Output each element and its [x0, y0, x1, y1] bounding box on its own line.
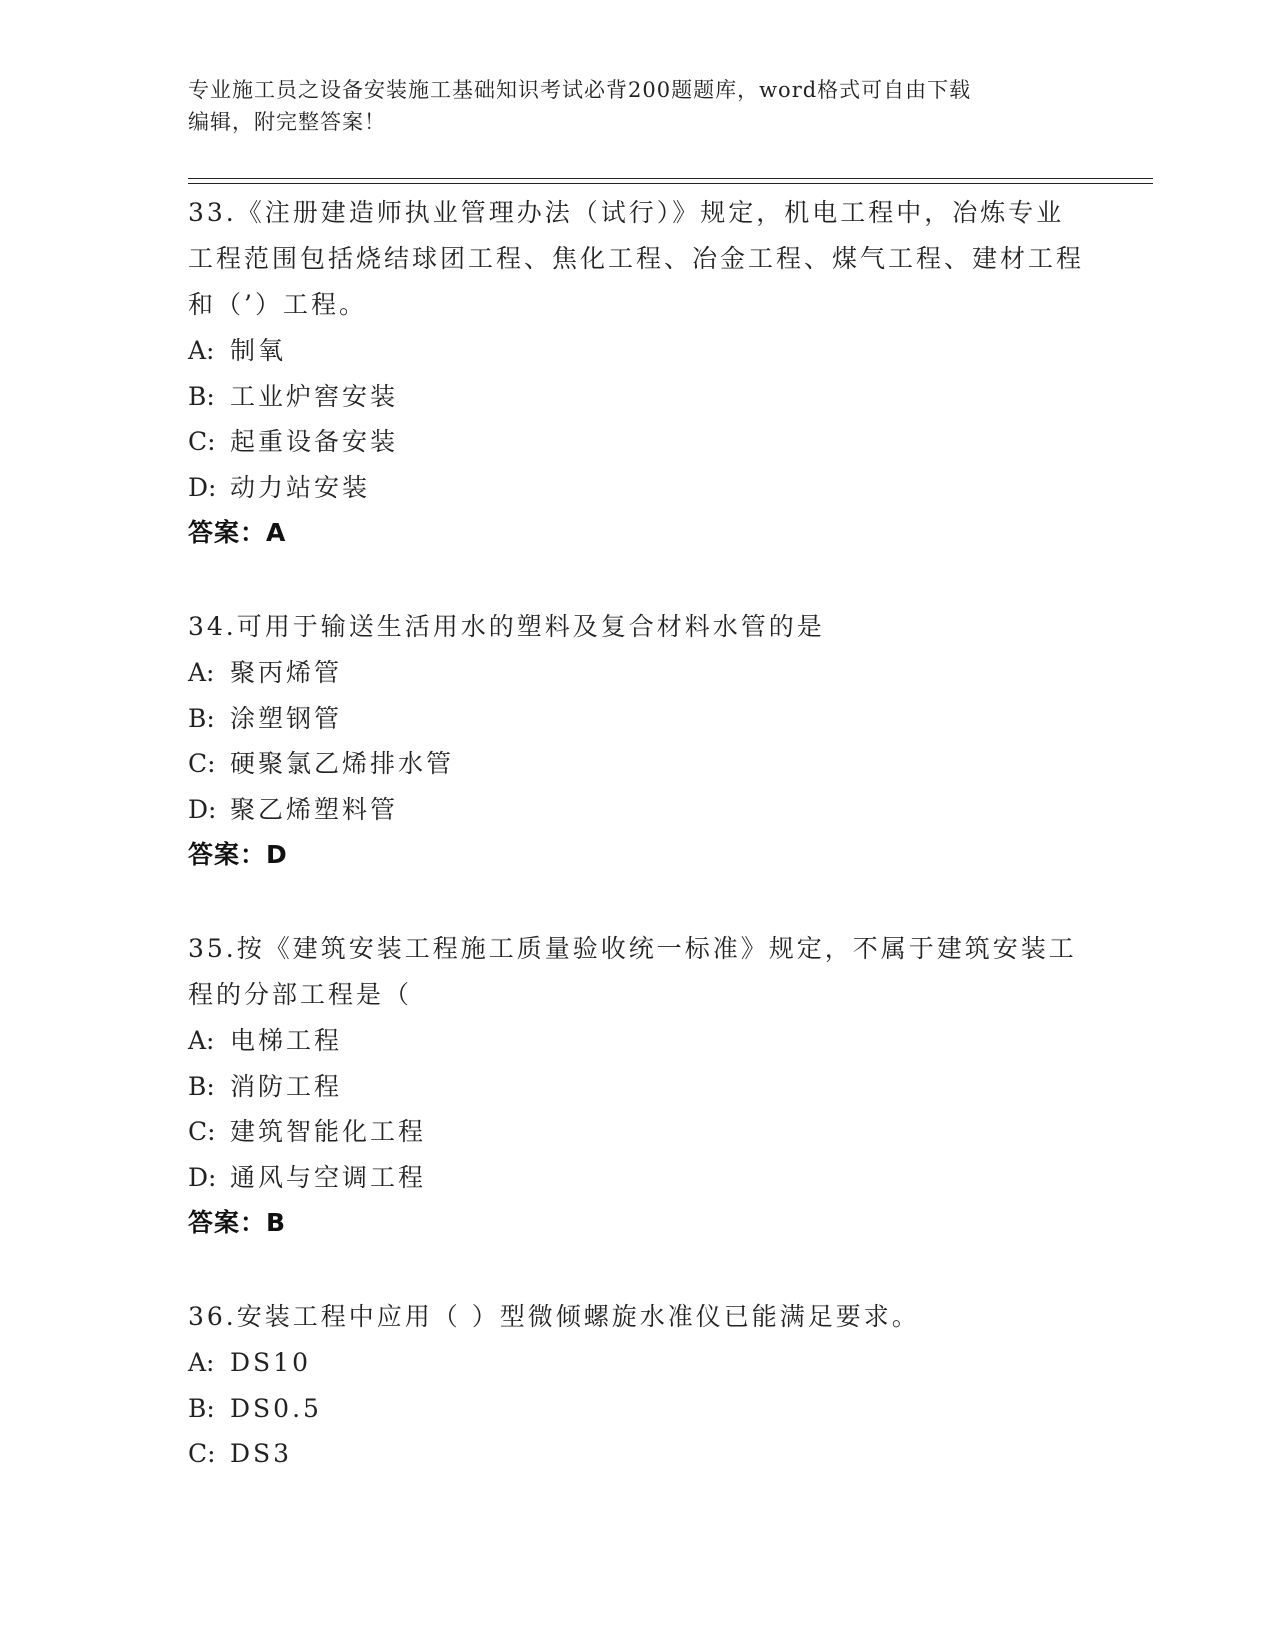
option-letter: C:	[188, 427, 216, 456]
option-d	[188, 787, 1088, 833]
header-divider-bottom	[188, 183, 1153, 184]
question-34	[188, 604, 1088, 878]
option-text: DS10	[230, 1348, 311, 1377]
option-b	[188, 1386, 1088, 1432]
option-letter: C:	[188, 1117, 216, 1146]
option-letter: A:	[188, 1348, 215, 1377]
option-letter: D:	[188, 472, 217, 502]
option-text: 动力站安装	[230, 472, 371, 502]
option-c	[188, 1109, 1088, 1155]
option-text: 聚乙烯塑料管	[230, 794, 399, 824]
option-b	[188, 696, 1088, 742]
question-text: 34.可用于输送生活用水的塑料及复合材料水管的是	[188, 612, 825, 641]
option-d	[188, 1155, 1088, 1201]
question-text: 36.安装工程中应用（ ）型微倾螺旋水准仪已能满足要求。	[188, 1302, 920, 1331]
option-b	[188, 1064, 1088, 1110]
option-text: DS0.5	[230, 1393, 322, 1423]
option-text: 涂塑钢管	[230, 703, 343, 733]
option-text: 电梯工程	[230, 1026, 343, 1055]
option-letter: C:	[188, 749, 216, 778]
answer-label: 答案：B	[188, 1208, 287, 1237]
option-letter: D:	[188, 1162, 217, 1192]
question-text: 33.《注册建造师执业管理办法（试行）》规定，机电工程中，冶炼专业工程范围包括烧结球团工程、焦化工程、冶金工程、煤气工程、建材工程和（’）工程。	[188, 198, 1085, 319]
option-letter: B:	[188, 1393, 215, 1423]
option-text: 制氧	[230, 336, 287, 365]
option-letter: B:	[188, 1071, 215, 1101]
question-list	[188, 190, 1088, 1525]
option-letter: B:	[188, 703, 215, 733]
question-text: 35.按《建筑安装工程施工质量验收统一标准》规定，不属于建筑安装工程的分部工程是（	[188, 934, 1077, 1009]
option-letter: B:	[188, 381, 215, 411]
option-text: 起重设备安装	[230, 427, 399, 456]
option-letter: A:	[188, 1026, 215, 1055]
answer-label: 答案：A	[188, 518, 287, 547]
option-letter: A:	[188, 336, 215, 365]
option-a	[188, 1018, 1088, 1064]
option-letter: A:	[188, 658, 215, 687]
question-36	[188, 1294, 1088, 1477]
option-letter: D:	[188, 794, 217, 824]
option-c	[188, 1431, 1088, 1477]
option-text: 聚丙烯管	[230, 658, 343, 687]
option-d	[188, 465, 1088, 511]
option-c	[188, 741, 1088, 787]
option-text: DS3	[230, 1439, 293, 1468]
option-a	[188, 328, 1088, 374]
option-text: 通风与空调工程	[230, 1162, 427, 1192]
option-a	[188, 1340, 1088, 1386]
header-line-2: 编辑，附完整答案！	[188, 110, 386, 134]
document-header	[188, 74, 1088, 138]
option-text: 硬聚氯乙烯排水管	[230, 749, 455, 778]
header-line-1: 专业施工员之设备安装施工基础知识考试必背200题题库，word格式可自由下载	[188, 78, 972, 102]
option-text: 消防工程	[230, 1071, 343, 1101]
option-c	[188, 419, 1088, 465]
header-divider-top	[188, 178, 1153, 179]
answer-label: 答案：D	[188, 840, 288, 869]
option-a	[188, 650, 1088, 696]
question-33	[188, 190, 1088, 556]
option-b	[188, 374, 1088, 420]
option-letter: C:	[188, 1439, 216, 1468]
question-35	[188, 926, 1088, 1246]
option-text: 工业炉窖安装	[230, 381, 399, 411]
option-text: 建筑智能化工程	[230, 1117, 427, 1146]
